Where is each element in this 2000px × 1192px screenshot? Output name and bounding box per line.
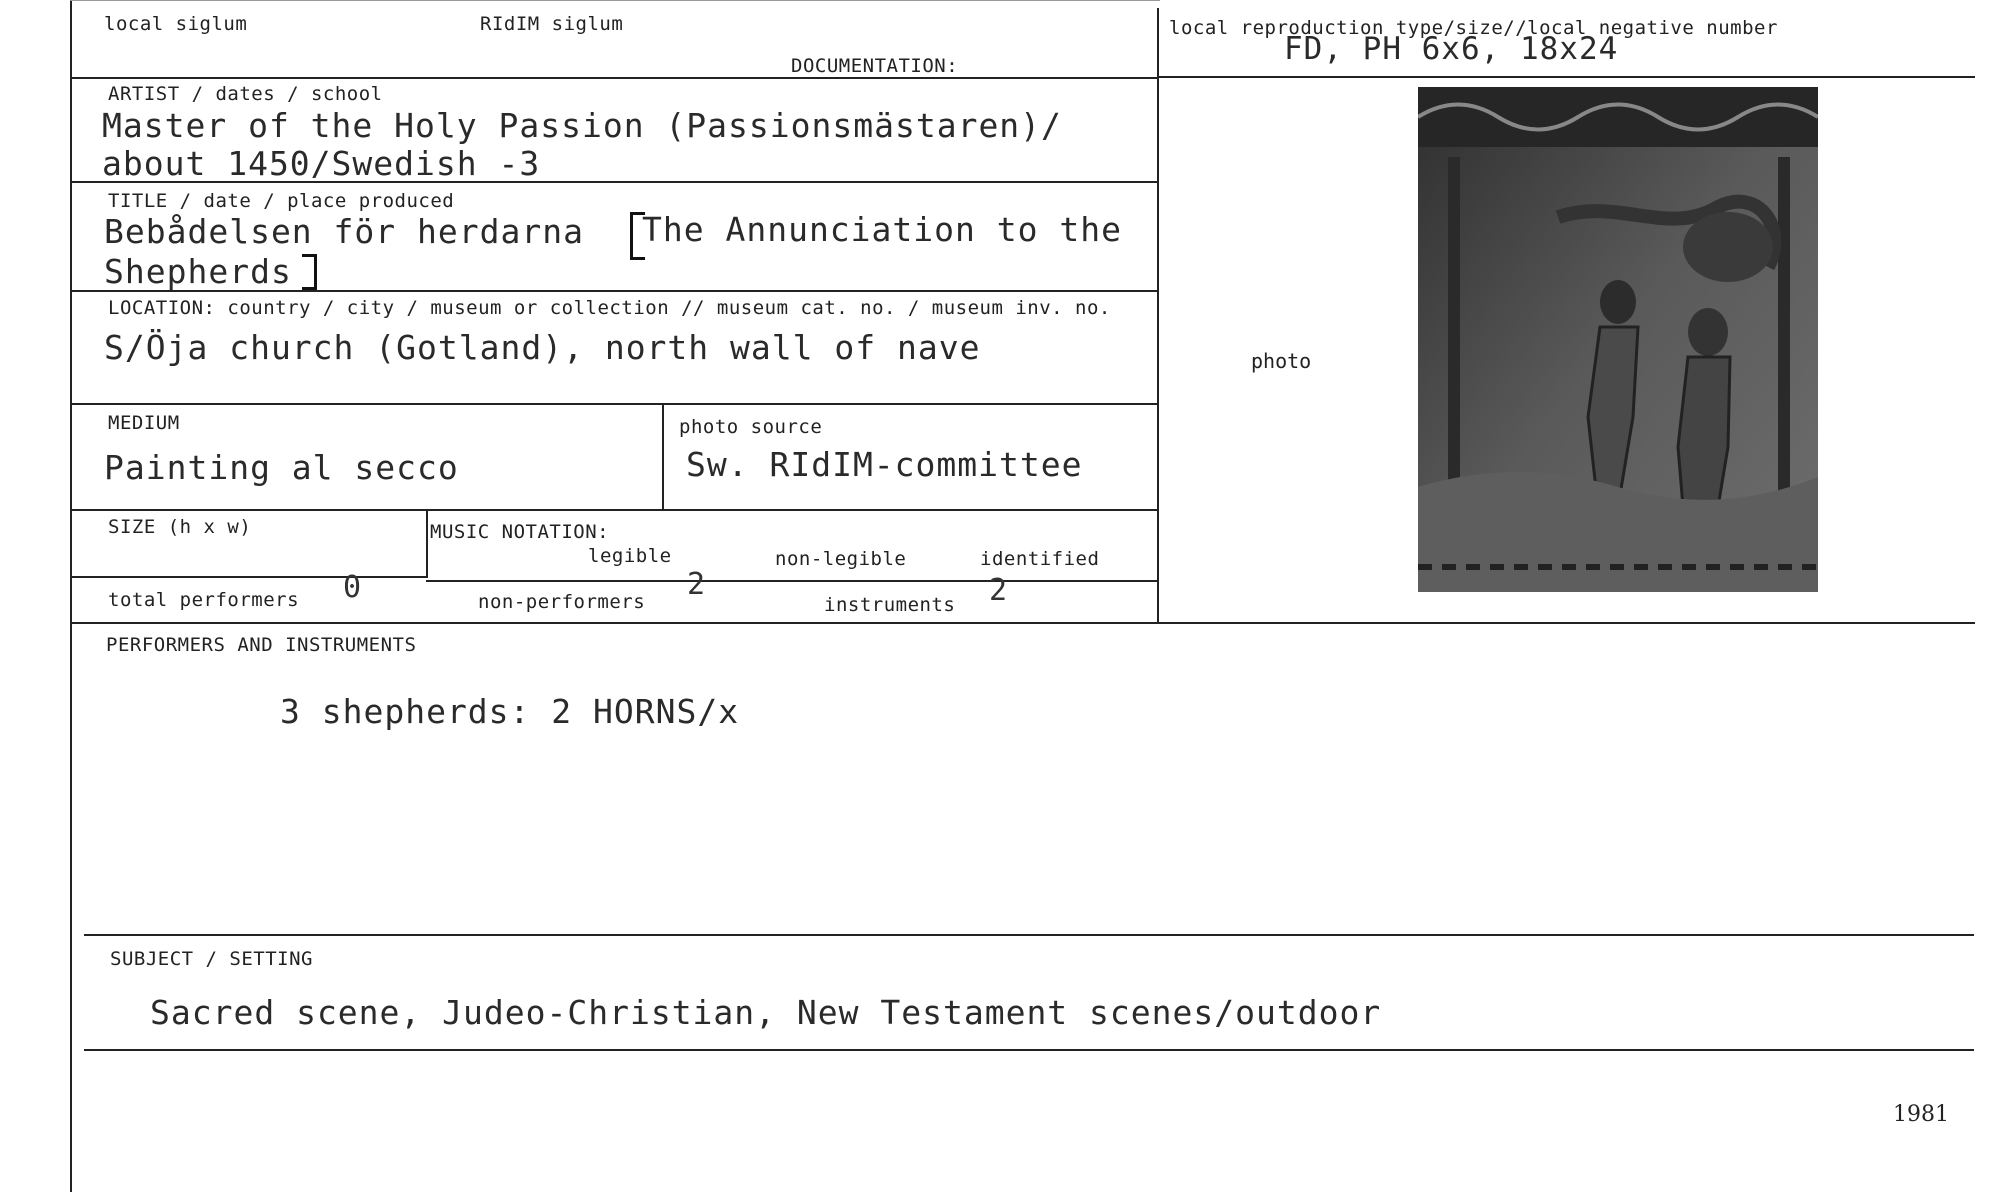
music-notation-label: MUSIC NOTATION: (430, 521, 610, 543)
subject-label: SUBJECT / SETTING (110, 948, 313, 970)
local-siglum-label: local siglum (104, 13, 248, 35)
non-performers-value: 2 (687, 567, 706, 602)
fresco-photograph (1418, 87, 1818, 592)
reproduction-label: local reproduction type/size//local negative number (1169, 17, 1778, 39)
instruments-label: instruments (824, 594, 956, 616)
header-rule-left (70, 77, 1158, 79)
non-performers-label: non-performers (478, 591, 646, 613)
legible-label: legible (588, 545, 672, 567)
location-label: LOCATION: country / city / museum or collection // museum cat. no. / museum inv. no. (108, 297, 1111, 319)
performers-label: PERFORMERS AND INSTRUMENTS (106, 634, 417, 656)
performers-value: 3 shepherds: 2 HORNS/x (280, 692, 740, 731)
notation-rule (426, 580, 1158, 582)
size-divider (426, 509, 428, 577)
top-border (70, 0, 1160, 1)
location-rule (70, 403, 1158, 405)
instruments-value: 2 (989, 573, 1008, 608)
artist-value-line2: about 1450/Swedish -3 (102, 144, 541, 183)
subject-value: Sacred scene, Judeo-Christian, New Testament scenes/outdoor (150, 993, 1382, 1032)
center-divider (1157, 8, 1159, 623)
size-rule-left (70, 576, 428, 578)
fresco-image (1418, 87, 1818, 592)
medium-divider (662, 403, 664, 510)
counts-rule (70, 622, 1975, 624)
header-rule-right (1157, 76, 1975, 78)
non-legible-label: non-legible (775, 548, 907, 570)
card-year: 1981 (1893, 1102, 1949, 1127)
size-label: SIZE (h x w) (108, 516, 252, 538)
bracket-close (302, 254, 317, 290)
photo-label: photo (1251, 349, 1312, 373)
identified-label: identified (980, 548, 1100, 570)
reproduction-value: FD, PH 6x6, 18x24 (1284, 31, 1619, 67)
subject-rule (84, 1049, 1974, 1051)
medium-rule (70, 509, 1158, 511)
medium-label: MEDIUM (108, 412, 180, 434)
title-label: TITLE / date / place produced (108, 190, 455, 212)
ridim-siglum-label: RIdIM siglum (480, 13, 624, 35)
performers-rule (84, 934, 1974, 936)
location-value: S/Öja church (Gotland), north wall of nave (104, 328, 981, 367)
title-value-line2: Shepherds (104, 252, 292, 291)
total-performers-label: total performers (108, 589, 300, 611)
left-border (70, 0, 72, 1192)
artist-label: ARTIST / dates / school (108, 83, 383, 105)
title-value-original: Bebådelsen för herdarna (104, 212, 584, 251)
title-value-translation: The Annunciation to the (642, 210, 1122, 249)
photo-source-value: Sw. RIdIM-committee (686, 445, 1083, 484)
photo-source-label: photo source (679, 416, 823, 438)
documentation-label: DOCUMENTATION: (791, 55, 959, 77)
artist-value-line1: Master of the Holy Passion (Passionsmästaren)/ (102, 106, 1062, 145)
medium-value: Painting al secco (104, 448, 459, 487)
total-performers-value: 0 (343, 570, 362, 605)
